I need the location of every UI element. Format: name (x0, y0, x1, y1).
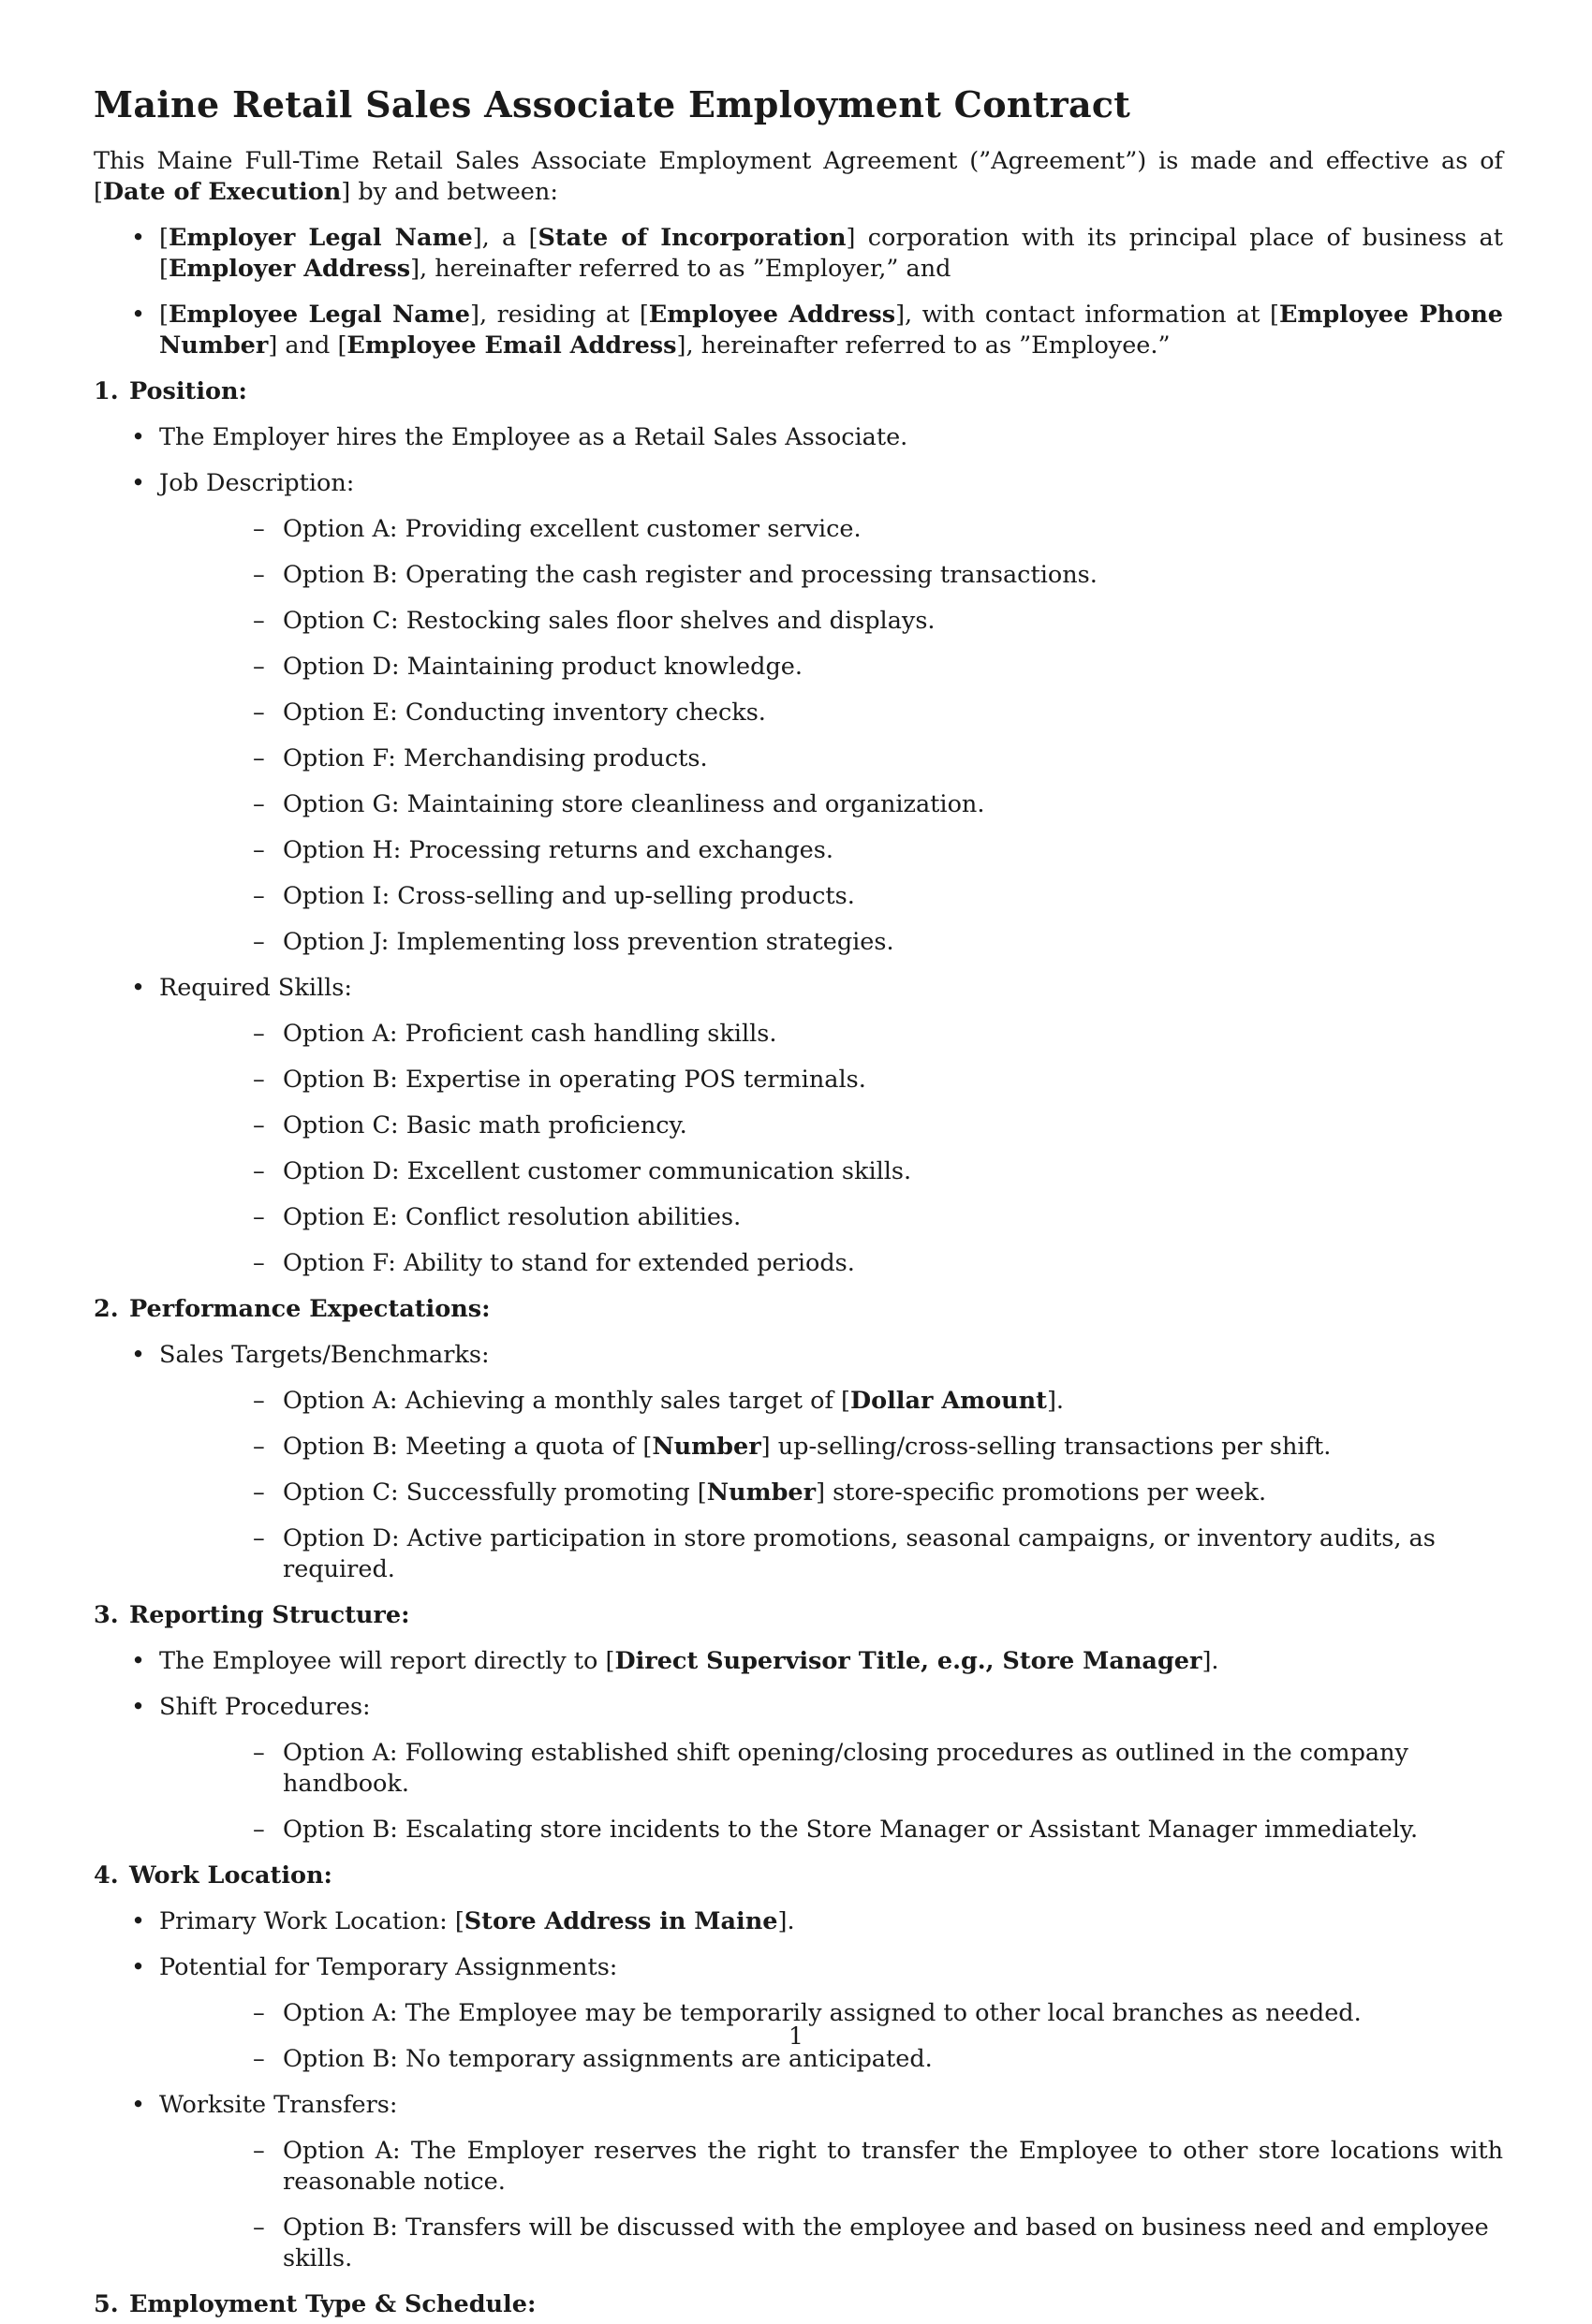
worksite-transfer-options (159, 2136, 1503, 2274)
option-item: – Option A: Achieving a monthly sales target of [Dollar Amount]. (159, 1386, 1503, 1417)
list-item: • The Employee will report directly to [Direct Supervisor Title, e.g., Store Manager]. (94, 1646, 1503, 1677)
date-of-execution-placeholder: Date of Execution (102, 178, 342, 206)
option-item: – Option A: Proficient cash handling skills. (159, 1019, 1503, 1050)
list-item: • Job Description: – Option A: Providing excellent customer service. – Option B: Operating the cash register and processing transactions. – Option C: Restocking sales floor shelves and displays. – Option D: Maintaining product knowledge. – Option E: Conducting inventory checks. – Option F: Merchandising products. – Option G: Maintaining store cleanliness and organization. – Option H: Processing returns and exchanges. – Option I: Cross-selling and up-selling products. – Option J: Implementing loss prevention strategies. (94, 468, 1503, 958)
section-heading: 1. Position: (94, 377, 247, 405)
employee-party-item: • [Employee Legal Name], residing at [Employee Address], with contact information at [Employee Phone Number] and [Employee Email Address], hereinafter referred to as ”Employee.” (94, 300, 1503, 361)
option-item: – Option E: Conducting inventory checks. (159, 698, 1503, 728)
sales-target-options (159, 1386, 1503, 1585)
list-item: • The Employer hires the Employee as a Retail Sales Associate. (94, 422, 1503, 453)
section-work-location (94, 1861, 1503, 2274)
document-title: Maine Retail Sales Associate Employment Contract (94, 83, 1131, 125)
section-heading: 4. Work Location: (94, 1861, 332, 1890)
option-item: – Option B: Transfers will be discussed with the employee and based on business need and employee skills. (159, 2213, 1503, 2274)
list-item: • Shift Procedures: – Option A: Following established shift opening/closing procedures as outlined in the company handbook. – Option B: Escalating store incidents to the Store Manager or Assistant Manager immediately. (94, 1692, 1503, 1846)
list-item: • Potential for Temporary Assignments: – Option A: The Employee may be temporarily assigned to other local branches as needed. – Option B: No temporary assignments are anticipated. (94, 1952, 1503, 2075)
option-item: – Option J: Implementing loss prevention strategies. (159, 927, 1503, 958)
option-item: – Option B: No temporary assignments are anticipated. (159, 2044, 1503, 2075)
option-item: – Option A: The Employee may be temporarily assigned to other local branches as needed. (159, 1998, 1503, 2029)
section-position (94, 376, 1503, 1279)
option-item: – Option A: Providing excellent customer service. (159, 514, 1503, 545)
list-item: • Required Skills: – Option A: Proficient cash handling skills. – Option B: Expertise in operating POS terminals. – Option C: Basic math proficiency. – Option D: Excellent customer communication skills. – Option E: Conflict resolution abilities. – Option F: Ability to stand for extended periods. (94, 973, 1503, 1279)
option-item: – Option B: Meeting a quota of [Number] up-selling/cross-selling transactions per shift. (159, 1432, 1503, 1463)
section-heading: 5. Employment Type & Schedule: (94, 2290, 537, 2318)
option-item: – Option C: Basic math proficiency. (159, 1111, 1503, 1141)
option-item: – Option B: Operating the cash register and processing transactions. (159, 560, 1503, 591)
option-item: – Option D: Maintaining product knowledge. (159, 652, 1503, 683)
page-number: 1 (789, 2022, 803, 2050)
list-item: • Primary Work Location: [Store Address in Maine]. (94, 1906, 1503, 1937)
section-performance-expectations (94, 1294, 1503, 1585)
option-item: – Option D: Active participation in store promotions, seasonal campaigns, or inventory audits, as required. (159, 1523, 1503, 1585)
option-item: – Option A: The Employer reserves the right to transfer the Employee to other store locations with reasonable notice. (159, 2136, 1503, 2198)
option-item: – Option H: Processing returns and exchanges. (159, 835, 1503, 866)
intro-paragraph: This Maine Full-Time Retail Sales Associate Employment Agreement (”Agreement”) is made and effective as of [Date of Execution] by and between: (94, 147, 1503, 206)
employer-party-item: • [Employer Legal Name], a [State of Incorporation] corporation with its principal place of business at [Employer Address], hereinafter referred to as ”Employer,” and (94, 223, 1503, 285)
option-item: – Option B: Expertise in operating POS terminals. (159, 1065, 1503, 1096)
document-page (94, 82, 1503, 2324)
option-item: – Option I: Cross-selling and up-selling products. (159, 881, 1503, 912)
required-skills-options (159, 1019, 1503, 1279)
option-item: – Option F: Merchandising products. (159, 743, 1503, 774)
job-description-options (159, 514, 1503, 958)
list-item: • Sales Targets/Benchmarks: – Option A: Achieving a monthly sales target of [Dollar Amount]. – Option B: Meeting a quota of [Number] up-selling/cross-selling transactions per shift. – Option C: Successfully promoting [Number] store-specific promotions per week. – Option D: Active participation in store promotions, seasonal campaigns, or inventory audits, as required. (94, 1340, 1503, 1585)
option-item: – Option C: Successfully promoting [Number] store-specific promotions per week. (159, 1478, 1503, 1508)
list-item: • Worksite Transfers: – Option A: The Employer reserves the right to transfer the Employee to other store locations with reasonable notice. – Option B: Transfers will be discussed with the employee and based on business need and employee skills. (94, 2090, 1503, 2274)
parties-list (94, 223, 1503, 361)
option-item: – Option G: Maintaining store cleanliness and organization. (159, 789, 1503, 820)
section-reporting-structure (94, 1600, 1503, 1846)
shift-procedure-options (159, 1738, 1503, 1846)
section-heading: 2. Performance Expectations: (94, 1295, 491, 1323)
section-employment-type (94, 2289, 1503, 2320)
option-item: – Option C: Restocking sales floor shelves and displays. (159, 606, 1503, 637)
option-item: – Option F: Ability to stand for extended periods. (159, 1248, 1503, 1279)
section-heading: 3. Reporting Structure: (94, 1601, 410, 1629)
option-item: – Option D: Excellent customer communication skills. (159, 1156, 1503, 1187)
option-item: – Option B: Escalating store incidents to the Store Manager or Assistant Manager immediately. (159, 1815, 1503, 1846)
option-item: – Option A: Following established shift opening/closing procedures as outlined in the company handbook. (159, 1738, 1503, 1800)
option-item: – Option E: Conflict resolution abilities. (159, 1202, 1503, 1233)
